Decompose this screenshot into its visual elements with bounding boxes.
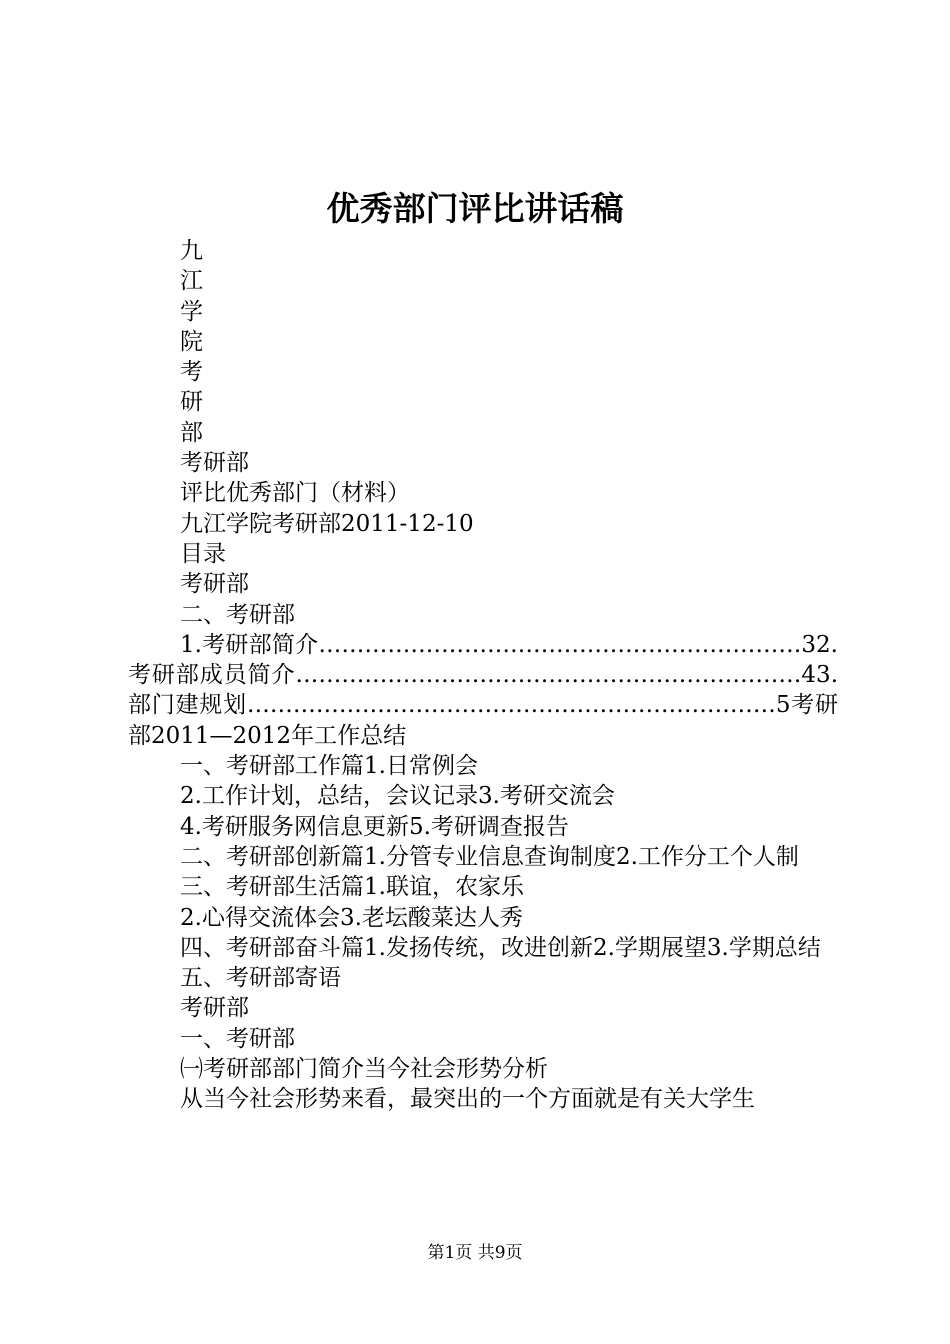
- text-line: 考: [180, 359, 203, 386]
- text-paragraph: 四、考研部奋斗篇1.发扬传统，改进创新2.学期展望3.学期总结: [180, 934, 821, 961]
- text-line: 研: [180, 389, 203, 416]
- text-line: 考研部: [180, 571, 249, 598]
- text-line: 评比优秀部门（材料）: [180, 480, 410, 507]
- text-line: 一、考研部工作篇1.日常例会: [180, 753, 478, 780]
- text-line: ㈠考研部部门简介当今社会形势分析: [180, 1056, 548, 1083]
- text-line: 五、考研部寄语: [180, 965, 341, 992]
- text-line: 三、考研部生活篇1.联谊，农家乐: [180, 874, 524, 901]
- text-paragraph: 二、考研部创新篇1.分管专业信息查询制度2.工作分工个人制: [180, 843, 799, 870]
- text-line: 部: [180, 419, 203, 446]
- text-line: 2.工作计划，总结，会议记录3.考研交流会: [180, 783, 615, 810]
- text-line: 考研部: [180, 450, 249, 477]
- toc-paragraph: 1.考研部简介………………………………………………………32.考研部成员简介…………………………………………………………43.部门建规划……………………………………………………………5考研部2011—2012年工作总结: [128, 631, 838, 749]
- text-line: 一、考研部: [180, 1025, 295, 1052]
- text-line: 考研部: [180, 995, 249, 1022]
- text-line: 学: [180, 298, 203, 325]
- text-line: 4.考研服务网信息更新5.考研调查报告: [180, 813, 569, 840]
- text-line: 江: [180, 268, 203, 295]
- text-line: 九江学院考研部2011-12-10: [180, 510, 474, 537]
- toc-heading: 目录: [180, 540, 226, 567]
- text-line: 九: [180, 238, 203, 264]
- text-line: 从当今社会形势来看，最突出的一个方面就是有关大学生: [180, 1086, 755, 1113]
- text-line: 2.心得交流体会3.老坛酸菜达人秀: [180, 904, 523, 931]
- page-footer: 第1页 共9页: [427, 1243, 523, 1263]
- text-line: 二、考研部: [180, 601, 295, 628]
- document-body: [128, 236, 838, 1115]
- document-title: 优秀部门评比讲话稿: [326, 189, 624, 228]
- text-line: 院: [180, 328, 203, 355]
